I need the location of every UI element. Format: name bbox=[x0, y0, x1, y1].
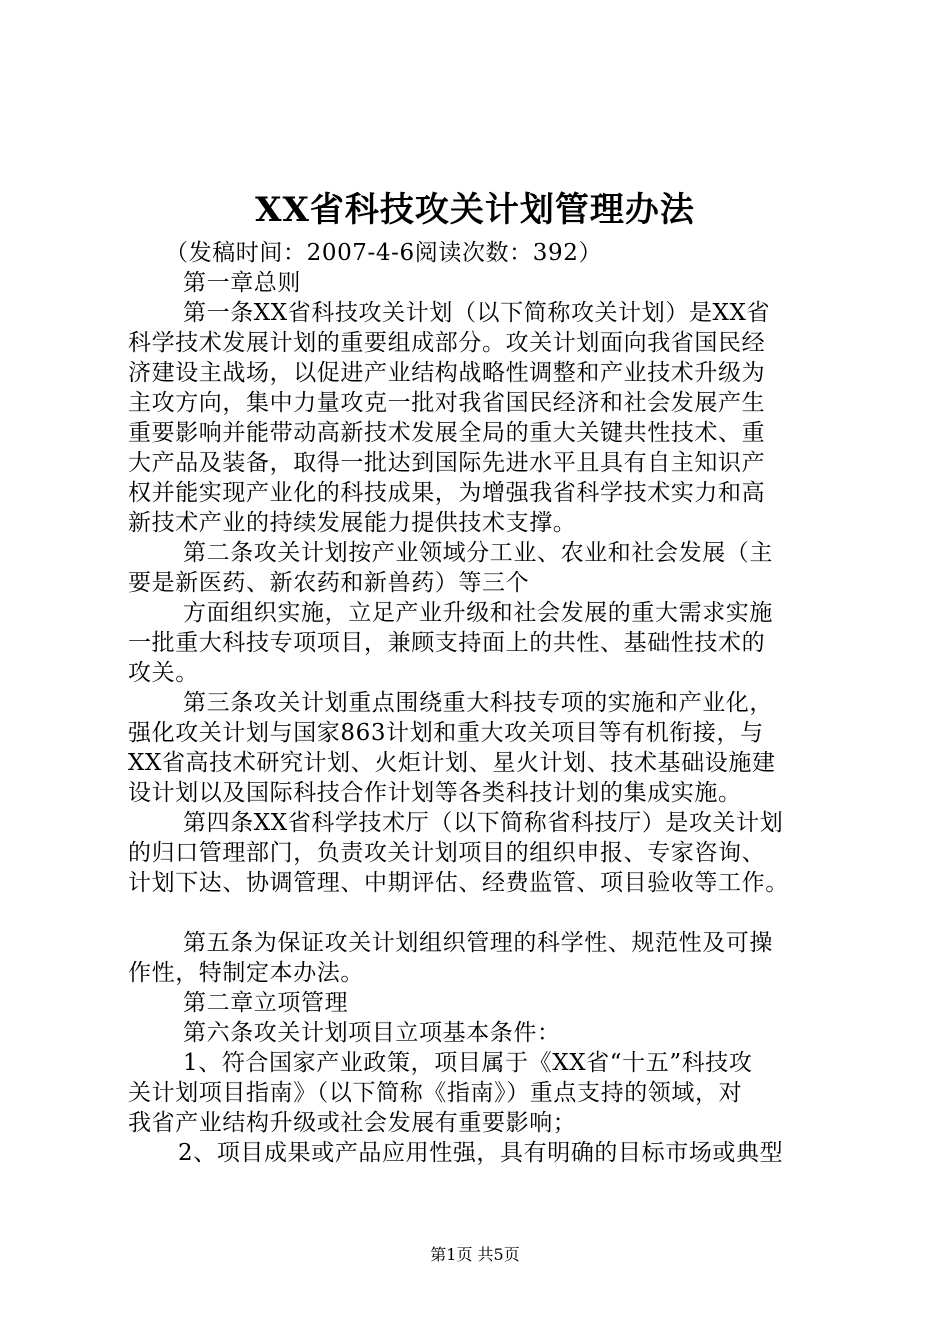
chapter-heading: 第一章总则 bbox=[183, 270, 301, 296]
publish-info-line: （发稿时间：2007-4-6阅读次数：392） bbox=[165, 240, 603, 266]
paragraph-line: 济建设主战场，以促进产业结构战略性调整和产业技术升级为 bbox=[128, 360, 766, 386]
paragraph-line: 要是新医药、新农药和新兽药）等三个 bbox=[128, 570, 530, 596]
page-footer: 第1页 共5页 bbox=[430, 1245, 520, 1264]
paragraph-line: 关计划项目指南》（以下简称《指南》）重点支持的领域，对 bbox=[128, 1080, 743, 1106]
document-title: XX省科技攻关计划管理办法 bbox=[255, 190, 695, 230]
paragraph-line: 2、项目成果或产品应用性强，具有明确的目标市场或典型 bbox=[178, 1140, 784, 1166]
paragraph-line: 主攻方向，集中力量攻克一批对我省国民经济和社会发展产生 bbox=[128, 390, 766, 416]
paragraph-line: 1、符合国家产业政策，项目属于《XX省“十五”科技攻 bbox=[183, 1050, 753, 1076]
paragraph-line: 第一条XX省科技攻关计划（以下简称攻关计划）是XX省 bbox=[183, 300, 771, 326]
paragraph-line: 新技术产业的持续发展能力提供技术支撑。 bbox=[128, 510, 577, 536]
paragraph-line: 第三条攻关计划重点围绕重大科技专项的实施和产业化， bbox=[183, 690, 773, 716]
paragraph-line: 方面组织实施，立足产业升级和社会发展的重大需求实施 bbox=[183, 600, 773, 626]
paragraph-line: 第四条XX省科学技术厅（以下简称省科技厅）是攻关计划 bbox=[183, 810, 784, 836]
paragraph-line: 的归口管理部门，负责攻关计划项目的组织申报、专家咨询、 bbox=[128, 840, 766, 866]
paragraph-line: 攻关。 bbox=[128, 660, 199, 686]
paragraph-line: 设计划以及国际科技合作计划等各类科技计划的集成实施。 bbox=[128, 780, 742, 806]
paragraph-line: 计划下达、协调管理、中期评估、经费监管、项目验收等工作。 bbox=[128, 870, 789, 896]
paragraph-line: 大产品及装备，取得一批达到国际先进水平且具有自主知识产 bbox=[128, 450, 766, 476]
paragraph-line: 我省产业结构升级或社会发展有重要影响； bbox=[128, 1110, 577, 1136]
paragraph-line: 第二条攻关计划按产业领域分工业、农业和社会发展（主 bbox=[183, 540, 773, 566]
paragraph-line: 强化攻关计划与国家863计划和重大攻关项目等有机衔接，与 bbox=[128, 720, 764, 746]
paragraph-line: 第五条为保证攻关计划组织管理的科学性、规范性及可操 bbox=[183, 930, 773, 956]
paragraph-line: 第六条攻关计划项目立项基本条件： bbox=[183, 1020, 561, 1046]
paragraph-line: 作性，特制定本办法。 bbox=[128, 960, 364, 986]
paragraph-line: 权并能实现产业化的科技成果，为增强我省科学技术实力和高 bbox=[128, 480, 766, 506]
paragraph-line: 科学技术发展计划的重要组成部分。攻关计划面向我省国民经 bbox=[128, 330, 766, 356]
paragraph-line: 重要影响并能带动高新技术发展全局的重大关键共性技术、重 bbox=[128, 420, 766, 446]
chapter-heading: 第二章立项管理 bbox=[183, 990, 349, 1016]
paragraph-line: 一批重大科技专项项目，兼顾支持面上的共性、基础性技术的 bbox=[128, 630, 766, 656]
paragraph-line: XX省高技术研究计划、火炬计划、星火计划、技术基础设施建 bbox=[128, 750, 776, 776]
